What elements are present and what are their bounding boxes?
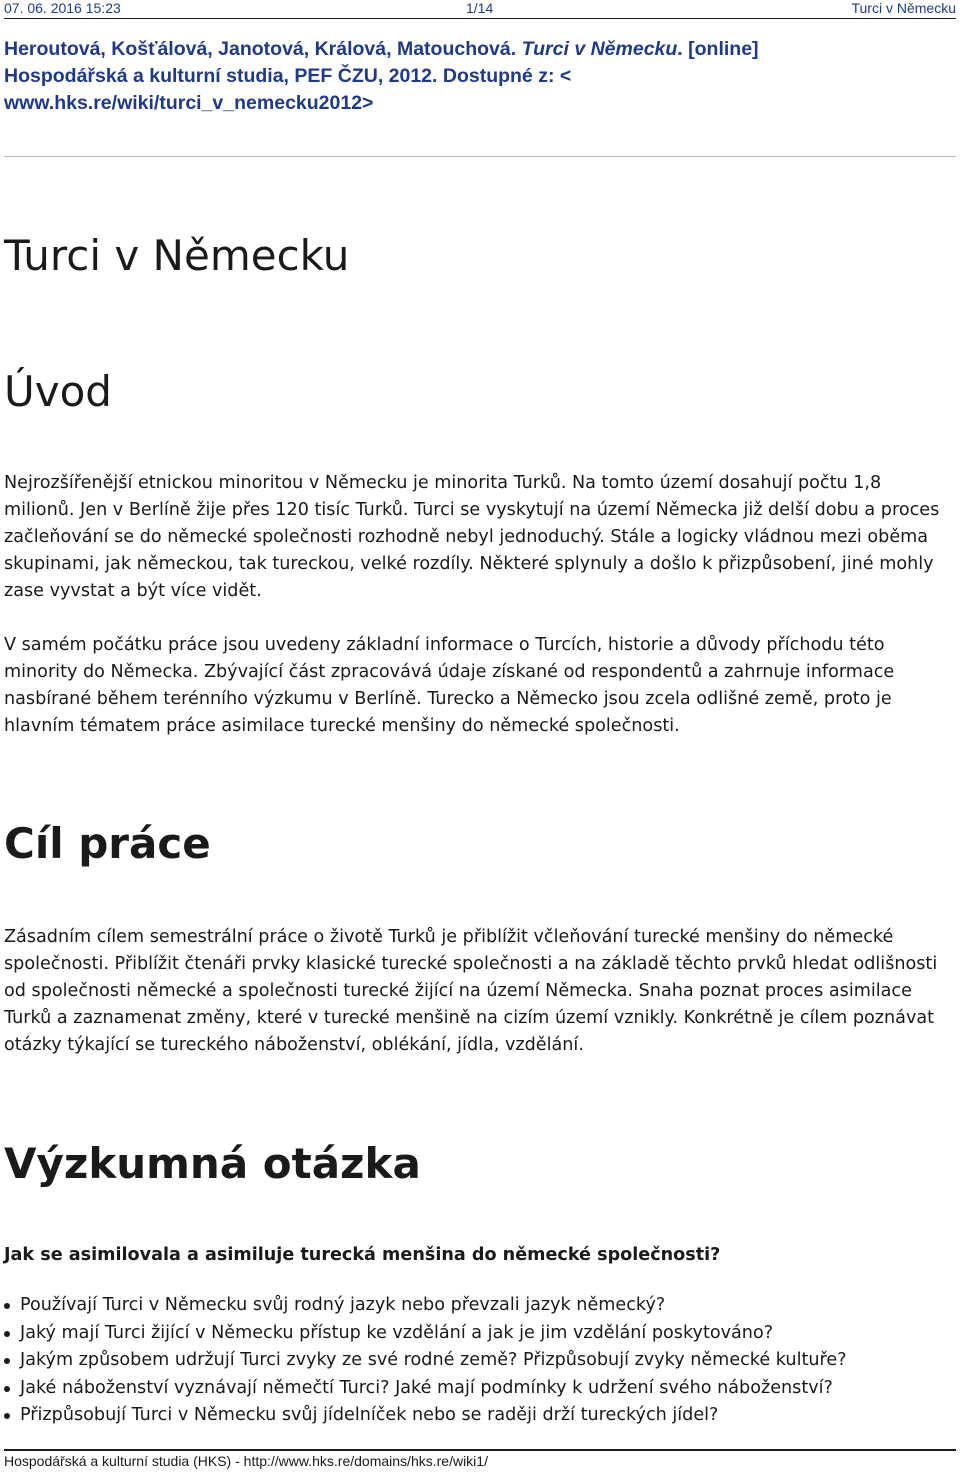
list-item-text: Jakým způsobem udržují Turci zvyky ze své rodné země? Přizpůsobují zvyky německé kultuře? bbox=[20, 1350, 847, 1370]
heading-cil-prace: Cíl práce bbox=[4, 819, 211, 868]
citation-line-2: Hospodářská a kulturní studia, PEF ČZU, 2012. Dostupné z: < bbox=[4, 65, 572, 87]
list-item-text: Jaké náboženství vyznávají němečtí Turci? Jaké mají podmínky k udržení svého náboženství? bbox=[20, 1377, 833, 1398]
page-title: Turci v Německu bbox=[4, 231, 350, 280]
list-item bbox=[4, 1347, 950, 1375]
sub-question-list bbox=[4, 1292, 950, 1430]
list-item-text: Používají Turci v Německu svůj rodný jazyk nebo převzali jazyk německý? bbox=[20, 1295, 666, 1315]
heading-vyzkumna-otazka: Výzkumná otázka bbox=[4, 1139, 421, 1188]
list-item bbox=[4, 1375, 950, 1403]
citation-url: www.hks.re/wiki/turci_v_nemecku2012> bbox=[4, 92, 374, 114]
list-item bbox=[4, 1292, 950, 1320]
bullet-icon bbox=[4, 1358, 10, 1364]
list-item bbox=[4, 1402, 950, 1430]
header-doc-title: Turci v Německu bbox=[851, 0, 956, 16]
citation-title: Turci v Německu bbox=[521, 38, 678, 60]
list-item-text: Přizpůsobují Turci v Německu svůj jídelníček nebo se raději drží tureckých jídel? bbox=[20, 1405, 719, 1425]
bullet-icon bbox=[4, 1331, 10, 1337]
page-number: 1/14 bbox=[466, 0, 494, 16]
print-header bbox=[4, 0, 956, 19]
citation-block bbox=[4, 36, 944, 117]
uvod-paragraph-2: V samém počátku práce jsou uvedeny základní informace o Turcích, historie a důvody příchodu této minority do Německa. Zbývající část zpracovává údaje získané od respondentů a zahrnuje informace nasbírané během terénního výzkumu v Berlíně. Turecko a Německo jsou zcela odlišné země, proto je hlavním tématem práce asimilace turecké menšiny do německé společnosti. bbox=[4, 635, 895, 736]
citation-online: . [online] bbox=[677, 38, 759, 60]
heading-uvod: Úvod bbox=[4, 367, 112, 416]
bullet-icon bbox=[4, 1303, 10, 1309]
bullet-icon bbox=[4, 1413, 10, 1419]
list-item bbox=[4, 1320, 950, 1348]
research-question: Jak se asimilovala a asimiluje turecká menšina do německé společnosti? bbox=[4, 1245, 721, 1265]
citation-authors: Heroutová, Košťálová, Janotová, Králová, Matouchová. bbox=[4, 38, 517, 60]
cil-paragraph: Zásadním cílem semestrální práce o životě Turků je přiblížit včleňování turecké menšiny do německé společnosti. Přiblížit čtenáři prvky klasické turecké společnosti a na základě těchto prvků hledat odlišnosti od společnosti německé a společnosti turecké žijící na území Německa. Snaha poznat proces asimilace Turků a zaznamenat změny, které v turecké menšině na cizím území vznikly. Konkrétně je cílem poznávat otázky týkající se tureckého náboženství, oblékání, jídla, vzdělání. bbox=[4, 927, 938, 1055]
divider bbox=[4, 156, 956, 157]
print-datetime: 07. 06. 2016 15:23 bbox=[4, 0, 121, 16]
citation-line-1 bbox=[4, 36, 944, 63]
print-footer: Hospodářská a kulturní studia (HKS) - http://www.hks.re/domains/hks.re/wiki1/ bbox=[4, 1449, 956, 1471]
list-item-text: Jaký mají Turci žijící v Německu přístup ke vzdělání a jak je jim vzdělání poskytováno? bbox=[20, 1322, 774, 1343]
bullet-icon bbox=[4, 1386, 10, 1392]
uvod-paragraph-1: Nejrozšířenější etnickou minoritou v Německu je minorita Turků. Na tomto území dosahují počtu 1,8 milionů. Jen v Berlíně žije přes 120 tisíc Turků. Turci se vyskytují na území Německa již delší dobu a proces začleňování se do německé společnosti rozhodně nebyl jednoduchý. Stále a logicky vládnou mezi oběma skupinami, jak německou, tak tureckou, velké rozdíly. Některé splynuly a došlo k přizpůsobení, jiné mohly zase vyvstat a být více vidět. bbox=[4, 473, 940, 601]
